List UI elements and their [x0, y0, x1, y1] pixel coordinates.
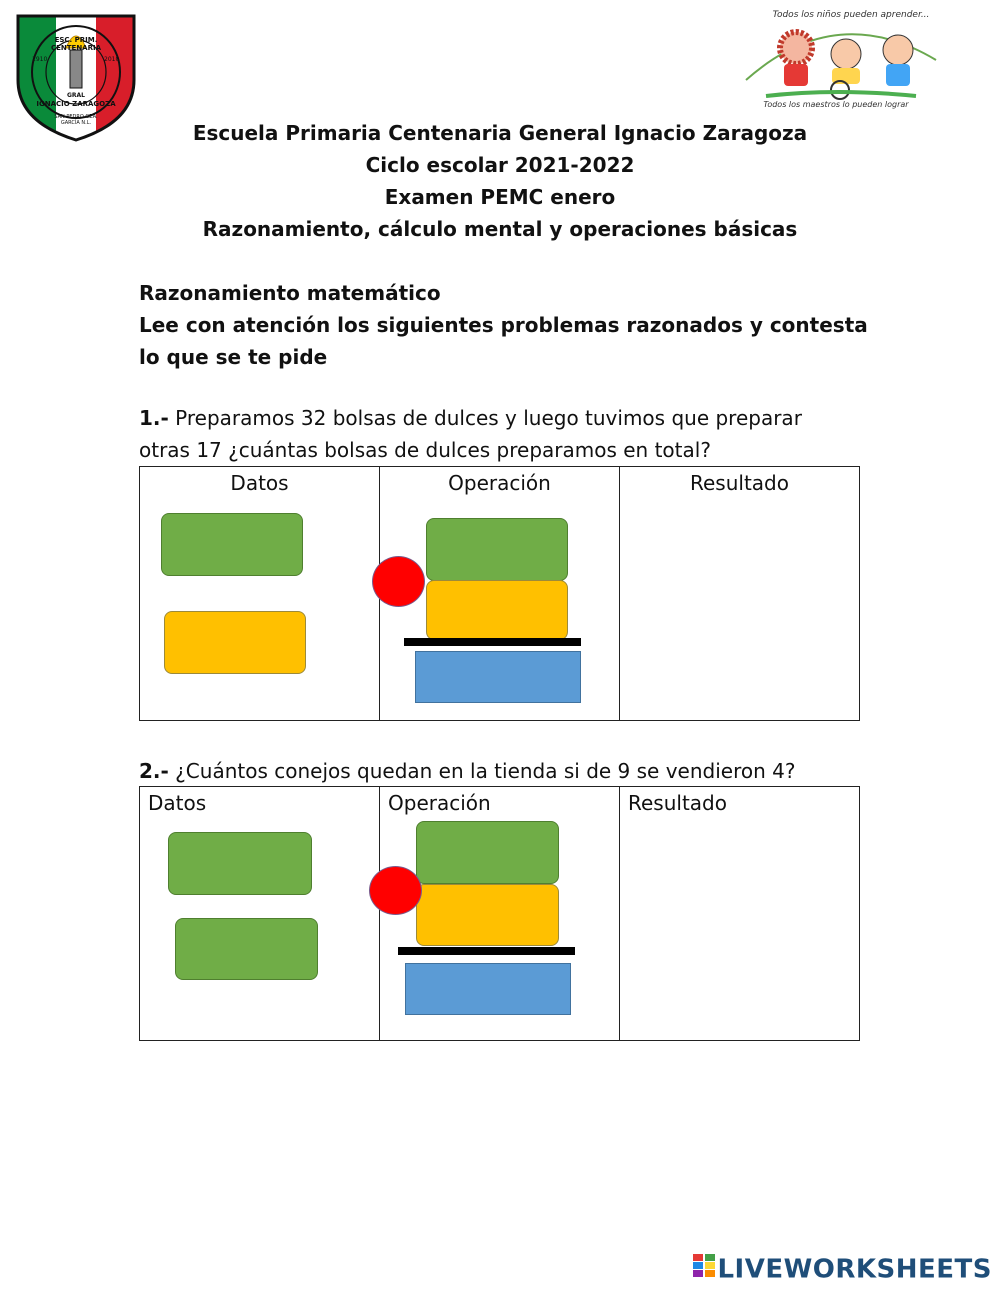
- instruction-line-1: Lee con atención los siguientes problemas razonados y contesta: [139, 313, 868, 337]
- problem-1-data-input-2[interactable]: [164, 611, 306, 674]
- problem-2-operacion-header: Operación: [388, 791, 491, 815]
- problem-2-operand-2-input[interactable]: [416, 884, 559, 946]
- logo-text-bottom: IGNACIO ZARAGOZA: [36, 100, 116, 108]
- problem-1-resultado-header: Resultado: [690, 471, 789, 495]
- problem-1-operation-line: [404, 638, 581, 646]
- logo-text-mid: GRAL: [66, 92, 85, 99]
- school-year: Ciclo escolar 2021-2022: [365, 153, 635, 177]
- problem-1-data-input-1[interactable]: [161, 513, 303, 576]
- problem-1-operacion-header: Operación: [448, 471, 551, 495]
- children-logo: [736, 10, 946, 114]
- problem-1-operator-input[interactable]: [372, 556, 425, 607]
- liveworksheets-brand[interactable]: [693, 1254, 992, 1285]
- problem-2-operator-input[interactable]: [369, 866, 422, 915]
- problem-2-resultado-cell[interactable]: [620, 787, 860, 1041]
- problem-2-operand-1-input[interactable]: [416, 821, 559, 884]
- school-name: Escuela Primaria Centenaria General Ignacio Zaragoza: [192, 121, 808, 145]
- problem-2-operation-line: [398, 947, 575, 955]
- logo-bottom-text: Todos los maestros lo pueden lograr: [763, 100, 909, 109]
- problem-1-number: 1.-: [139, 406, 169, 430]
- problem-2-data-input-1[interactable]: [168, 832, 312, 895]
- logo-year-left: 1910: [32, 56, 48, 63]
- exam-title: Examen PEMC enero: [384, 185, 616, 209]
- problem-1-text-line-2: otras 17 ¿cuántas bolsas de dulces preparamos en total?: [139, 438, 711, 462]
- problem-2-datos-cell: [140, 787, 380, 1041]
- problem-2-resultado-header: Resultado: [628, 791, 727, 815]
- problem-1-operand-2-input[interactable]: [426, 580, 568, 640]
- problem-2-text: ¿Cuántos conejos quedan en la tienda si de 9 se vendieron 4?: [168, 759, 796, 783]
- problem-1-text: Preparamos 32 bolsas de dulces y luego tuvimos que preparar: [168, 406, 802, 430]
- exam-subtitle: Razonamiento, cálculo mental y operaciones básicas: [202, 217, 798, 241]
- problem-2-result-input[interactable]: [405, 963, 571, 1015]
- liveworksheets-icon: [693, 1254, 715, 1285]
- logo-year-right: 2010: [104, 56, 120, 63]
- problem-2-data-input-2[interactable]: [175, 918, 318, 980]
- instruction-line-2: lo que se te pide: [139, 345, 328, 369]
- problem-1-text-line-1: [139, 406, 802, 430]
- problem-2-number: 2.-: [139, 759, 169, 783]
- section-title: Razonamiento matemático: [139, 281, 441, 305]
- problem-1-resultado-cell[interactable]: [620, 467, 860, 721]
- liveworksheets-label: LIVEWORKSHEETS: [717, 1254, 992, 1285]
- problem-1-operand-1-input[interactable]: [426, 518, 568, 581]
- logo-arc-text: Todos los niños pueden aprender...: [772, 10, 930, 20]
- problem-1-datos-cell: [140, 467, 380, 721]
- logo-text-base: SAN PEDRO GZA. GARCÍA N.L.: [54, 114, 98, 126]
- problem-2-text-line: [139, 759, 796, 783]
- problem-2-datos-header: Datos: [148, 791, 207, 815]
- problem-1-result-input[interactable]: [415, 651, 581, 703]
- logo-text-top: ESC. PRIM. CENTENARIA: [50, 36, 102, 52]
- problem-1-datos-header: Datos: [230, 471, 289, 495]
